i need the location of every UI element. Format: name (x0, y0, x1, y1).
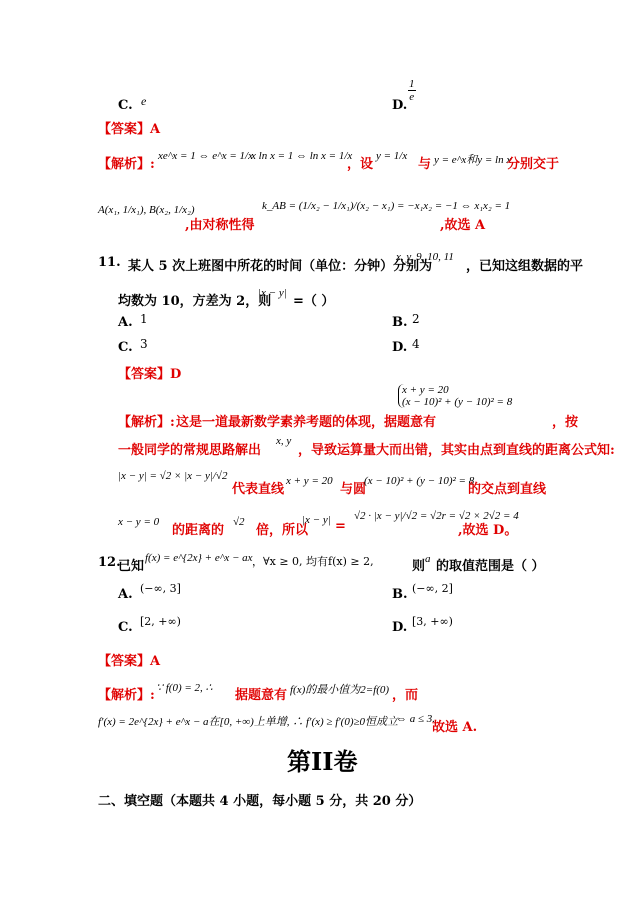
q11-analysis-4-sqrt: √2 (233, 516, 245, 528)
q12-analysis-1: ∵ f(0) = 2, ∴ (156, 682, 213, 694)
q11-number: 11. (98, 255, 121, 270)
q11-stem-2: ，已知这组数据的平 (466, 259, 584, 274)
q11-expr: |x − y| (258, 287, 287, 299)
q11-analysis-2-end: ，导致运算量大而出错，其实由点到直线的距离公式知: (298, 443, 615, 458)
q12-analysis-1-end: ，而 (392, 688, 419, 703)
q11-analysis-4-eq: = (335, 519, 346, 534)
q11-analysis-1: 这是一道最新数学素养考题的体现，据题意有 (176, 415, 437, 430)
q11-option-b-value: 2 (412, 312, 420, 326)
q11-analysis-3-t1: 代表直线 (232, 482, 285, 497)
q11-analysis-4-end: ,故选 D。 (458, 523, 518, 538)
q10-analysis-tag: 【解析】: (98, 157, 155, 172)
q12-analysis-2-end: 故选 A. (432, 720, 478, 735)
q12-option-d-label: D. (392, 620, 408, 635)
q12-analysis-2-r: ⇔ a ≤ 3. (396, 713, 436, 725)
q11-analysis-4-line: x − y = 0 (118, 516, 160, 528)
q10-answer: 【答案】A (98, 122, 161, 137)
q12-cond: ，∀x ≥ 0, 均有f(x) ≥ 2, (252, 555, 374, 568)
q11-system: x + y = 20 (x − 10)² + (y − 10)² = 8 (398, 384, 512, 408)
q12-var: a (425, 553, 431, 565)
q12-option-d-value: [3, +∞) (412, 615, 453, 628)
q12-answer: 【答案】A (98, 654, 161, 669)
q12-stem-2: 则 (412, 559, 426, 574)
q10-points: A(x₁, 1/x₁), B(x₂, 1/x₂) (98, 204, 195, 216)
fill-blank-heading: 二、填空题（本题共 4 小题，每小题 5 分，共 20 分） (98, 794, 422, 809)
q11-option-b-label: B. (392, 315, 408, 330)
q11-analysis-3-line: x + y = 20 (286, 475, 333, 487)
q10-eq4: y = e^x和y = ln x (434, 154, 512, 166)
q12-option-b-value: (−∞, 2] (412, 582, 453, 595)
q11-option-a-value: 1 (140, 312, 148, 326)
q12-option-a-value: (−∞, 3] (140, 582, 181, 595)
q10-sep: ，设 (347, 157, 374, 172)
q10-option-c-value: e (141, 94, 147, 108)
q11-analysis-4-t1: 的距离的 (172, 523, 225, 538)
q12-option-a-label: A. (118, 587, 133, 602)
q10-option-d-value: $\frac{1}{e}$ (409, 78, 415, 104)
q10-sym: ,由对称性得 (185, 218, 255, 233)
q11-analysis-3-expr: |x − y| = √2 × |x − y|/√2 (118, 470, 228, 482)
q10-eq3: y = 1/x (376, 150, 408, 162)
q11-analysis-4-t2: 倍，所以 (256, 523, 309, 538)
q12-func: f(x) = e^{2x} + e^x − ax (145, 552, 253, 564)
q11-analysis-3-circle: (x − 10)² + (y − 10)² = 8 (364, 475, 475, 487)
q11-analysis-3-t2: 与圆 (340, 482, 367, 497)
q10-option-c-label: C. (118, 98, 133, 113)
q12-analysis-1-t: 据题意有 (235, 688, 288, 703)
q12-analysis-tag: 【解析】: (98, 688, 155, 703)
q11-answer: 【答案】D (118, 367, 182, 382)
q10-tail: 分别交于 (507, 157, 560, 172)
q11-analysis-2: 一般同学的常规思路解出 (118, 443, 262, 458)
q12-option-c-label: C. (118, 620, 133, 635)
q11-stem-1: 某人 5 次上班图中所花的时间（单位：分钟）分别为 (128, 259, 433, 274)
q12-option-c-value: [2, +∞) (140, 615, 181, 628)
q10-mid: 与 (418, 157, 432, 172)
q12-stem-1: 已知 (118, 559, 145, 574)
q11-option-d-value: 4 (412, 337, 420, 351)
q12-number: 12. (98, 555, 121, 570)
q11-values: x, y, 9, 10, 11 (396, 251, 454, 263)
q12-analysis-2: f′(x) = 2e^{2x} + e^x − a在[0, +∞)上单增, ∴ f′(x) ≥ f′(0)≥0恒成立 (98, 716, 399, 728)
q12-stem-3: 的取值范围是（ ） (436, 559, 545, 574)
section-title: 第II卷 (287, 747, 358, 776)
q10-option-d-label: D. (392, 98, 408, 113)
q11-analysis-2-var: x, y (276, 435, 292, 447)
q11-stem-4: =（ ） (293, 294, 335, 309)
q11-analysis-1-end: ，按 (552, 415, 579, 430)
q11-analysis-4-calc: √2 · |x − y|/√2 = √2r = √2 × 2√2 = 4 (354, 510, 519, 522)
q10-kab: k_AB = (1/x₂ − 1/x₁)/(x₂ − x₁) = −x₁x₂ = −1 ⇔ x₁x₂ = 1 (262, 200, 511, 212)
q11-option-c-label: C. (118, 340, 133, 355)
q11-analysis-3-t3: 的交点到直线 (468, 482, 547, 497)
q11-option-a-label: A. (118, 315, 133, 330)
q12-option-b-label: B. (392, 587, 408, 602)
q10-eq1: xe^x = 1 ⇔ e^x = 1/x (158, 150, 253, 162)
q11-option-c-value: 3 (140, 337, 148, 351)
q11-analysis-4-abs: |x − y| (302, 514, 331, 526)
q12-analysis-1-m: f(x)的最小值为2=f(0) (290, 684, 390, 696)
q11-analysis-tag: 【解析】: (118, 415, 175, 430)
q10-eq2: x ln x = 1 ⇔ ln x = 1/x (251, 150, 353, 162)
q11-stem-3: 均数为 10，方差为 2，则 (118, 294, 272, 309)
q10-end: ,故选 A (440, 218, 486, 233)
q11-option-d-label: D. (392, 340, 408, 355)
